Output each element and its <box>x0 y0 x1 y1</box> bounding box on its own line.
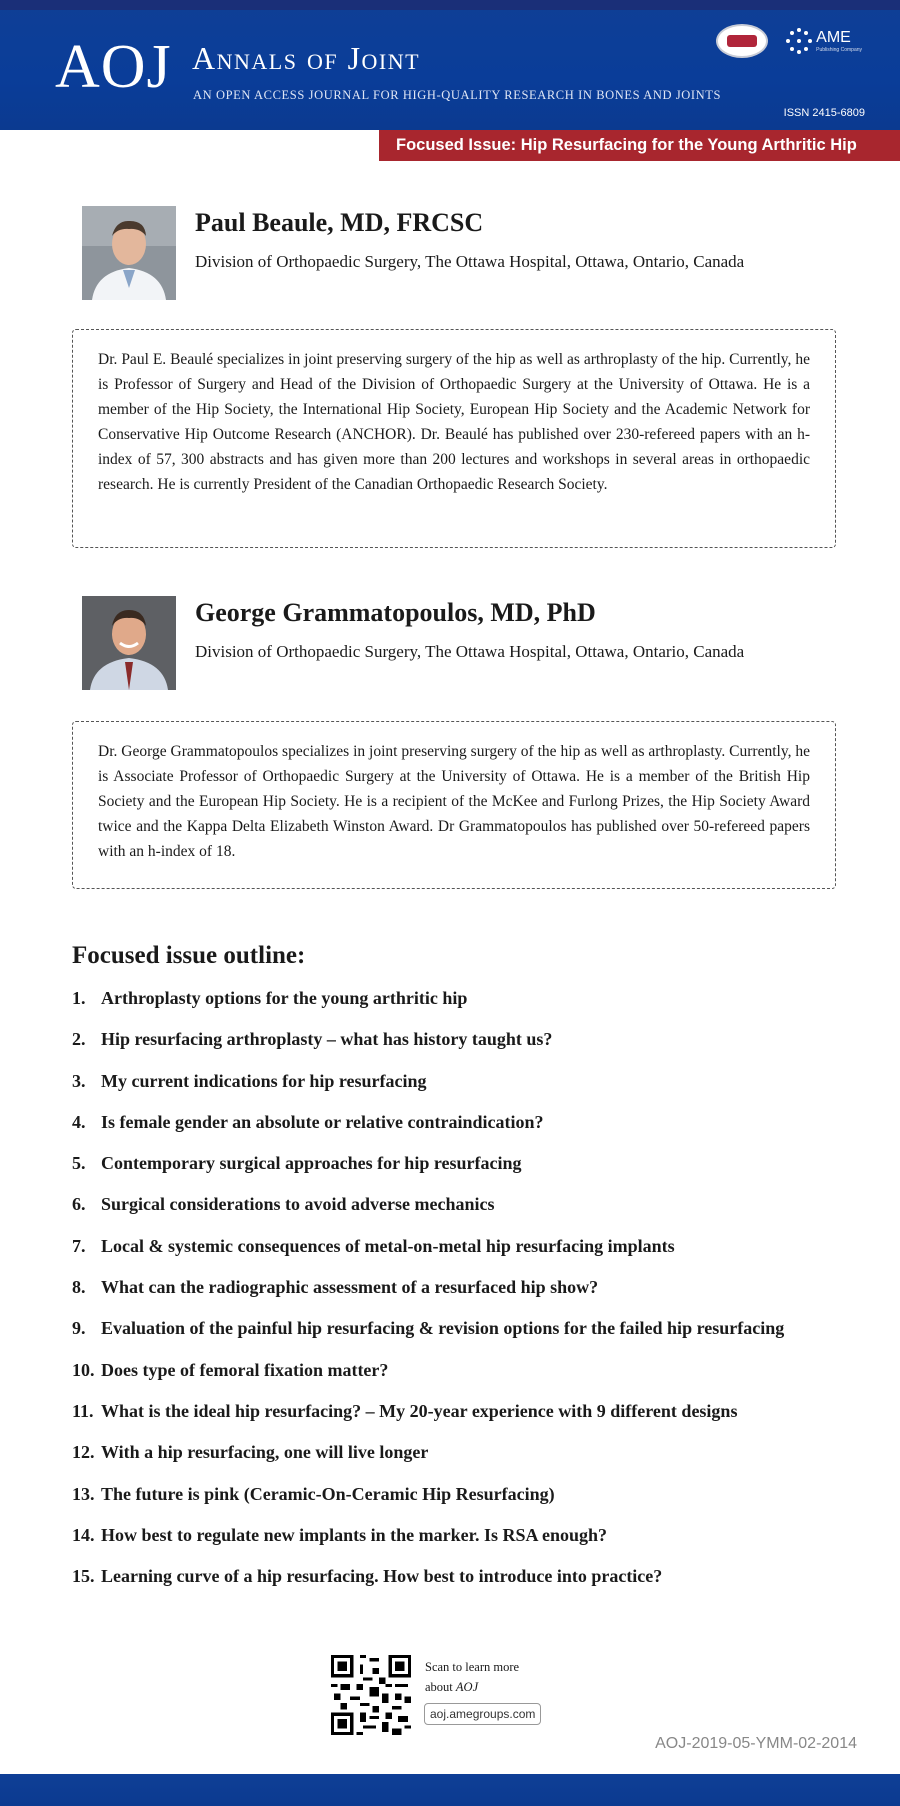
outline-item-number: 1. <box>72 988 86 1008</box>
outline-item-text: With a hip resurfacing, one will live longer <box>101 1442 429 1463</box>
header-top-band <box>0 0 900 10</box>
editor-photo <box>82 206 176 300</box>
ame-logo-subtext: Publishing Company <box>816 47 862 53</box>
issn-number: ISSN 2415-6809 <box>783 107 865 119</box>
outline-item-text: My current indications for hip resurfacing <box>101 1070 427 1091</box>
outline-item <box>72 1525 784 1566</box>
outline-item-text: Contemporary surgical approaches for hip resurfacing <box>101 1153 522 1174</box>
journal-url-link[interactable]: aoj.amegroups.com <box>424 1703 541 1725</box>
ame-logo-text: AME <box>816 29 851 46</box>
journal-header <box>0 0 900 130</box>
outline-item-text: Evaluation of the painful hip resurfacing & revision options for the failed hip resurfacing <box>101 1318 785 1339</box>
outline-item-text: Arthroplasty options for the young arthritic hip <box>101 988 468 1008</box>
outline-item-text: Hip resurfacing arthroplasty – what has history taught us? <box>101 1029 553 1050</box>
outline-title: Focused issue outline: <box>72 942 306 969</box>
outline-item-number: 12. <box>72 1442 95 1463</box>
editor-name: Paul Beaule, MD, FRCSC <box>195 208 484 237</box>
editor-affiliation: Division of Orthopaedic Surgery, The Ottawa Hospital, Ottawa, Ontario, Canada <box>195 642 745 661</box>
outline-item-number: 2. <box>72 1029 86 1050</box>
outline-item-text: Does type of femoral fixation matter? <box>101 1359 389 1380</box>
outline-item-number: 5. <box>72 1153 86 1174</box>
editor-bio-text: Dr. Paul E. Beaulé specializes in joint preserving surgery of the hip as well as arthroplasty of the hip. Currently, he is Professor of Surgery and Head of the Division of Orthopaedic Surgery at the University of Ottawa. He is a member of the Hip Society, the International Hip Society, European Hip Society and the Academic Network for Conservative Hip Outcome Research (ANCHOR). Dr. Beaulé has published over 230-refereed papers with an h-index of 57, 300 abstracts and has given more than 200 lectures and workshops in several areas in orthopaedic research. He is currently President of the Canadian Orthopaedic Research Society. <box>98 351 810 493</box>
outline-item <box>72 1360 784 1401</box>
journal-subtitle: AN OPEN ACCESS JOURNAL FOR HIGH-QUALITY RESEARCH IN BONES AND JOINTS <box>193 88 722 102</box>
outline-item-text: Surgical considerations to avoid adverse mechanics <box>101 1194 495 1215</box>
outline-item <box>72 1401 784 1442</box>
scan-caption <box>425 1657 519 1697</box>
editor-affiliation: Division of Orthopaedic Surgery, The Ottawa Hospital, Ottawa, Ontario, Canada <box>195 252 745 271</box>
outline-item-text: What is the ideal hip resurfacing? – My 20-year experience with 9 different designs <box>101 1400 738 1421</box>
ame-logo <box>786 28 862 54</box>
publisher-logos <box>716 24 862 58</box>
editor-photo <box>82 596 176 690</box>
document-id: AOJ-2019-05-YMM-02-2014 <box>655 1735 857 1752</box>
outline-item <box>72 1112 784 1153</box>
outline-item-number: 14. <box>72 1524 95 1545</box>
outline-item <box>72 988 784 1029</box>
outline-item-text: Local & systemic consequences of metal-on-metal hip resurfacing implants <box>101 1235 675 1256</box>
society-seal-icon <box>716 24 768 58</box>
scan-caption-journal: AOJ <box>455 1680 479 1694</box>
outline-item-number: 6. <box>72 1194 86 1215</box>
ame-dots-icon <box>786 28 812 54</box>
outline-item <box>72 1318 784 1359</box>
outline-item-number: 4. <box>72 1111 86 1132</box>
outline-item-number: 8. <box>72 1277 86 1298</box>
outline-item-number: 10. <box>72 1359 95 1380</box>
outline-list <box>72 988 784 1607</box>
outline-item <box>72 1194 784 1235</box>
outline-item-text: How best to regulate new implants in the marker. Is RSA enough? <box>101 1524 608 1545</box>
editor-bio-box <box>72 329 836 548</box>
outline-item-number: 7. <box>72 1235 86 1256</box>
outline-item <box>72 1029 784 1070</box>
outline-item-text: Learning curve of a hip resurfacing. How best to introduce into practice? <box>101 1566 663 1587</box>
outline-item-number: 13. <box>72 1483 95 1504</box>
journal-logo: AOJ <box>55 33 172 101</box>
outline-item <box>72 1071 784 1112</box>
qr-code-icon <box>331 1655 411 1735</box>
outline-item-number: 11. <box>72 1400 94 1421</box>
scan-caption-prefix: about <box>425 1680 456 1694</box>
editor-bio-text: Dr. George Grammatopoulos specializes in joint preserving surgery of the hip as well as arthroplasty. Currently, he is Associate Professor of Orthopaedic Surgery at the University of Ottawa. He is a member of the British Hip Society and the European Hip Society. He is a recipient of the McKee and Furlong Prizes, the Hip Society Award twice and the Kappa Delta Elizabeth Winston Award. Dr Grammatopoulos has published over 50-refereed papers with an h-index of 18. <box>98 743 810 860</box>
scan-caption-line2 <box>425 1677 519 1697</box>
outline-item-text: Is female gender an absolute or relative contraindication? <box>101 1111 544 1132</box>
editor-name: George Grammatopoulos, MD, PhD <box>195 598 596 627</box>
outline-item-number: 15. <box>72 1566 95 1587</box>
journal-title: Annals of Joint <box>192 40 421 76</box>
qr-code[interactable] <box>331 1655 411 1740</box>
outline-item <box>72 1236 784 1277</box>
footer-band <box>0 1774 900 1806</box>
outline-item <box>72 1566 784 1607</box>
outline-item-text: The future is pink (Ceramic-On-Ceramic Hip Resurfacing) <box>101 1483 555 1504</box>
outline-item <box>72 1277 784 1318</box>
outline-item-number: 9. <box>72 1318 86 1339</box>
outline-item-number: 3. <box>72 1070 86 1091</box>
outline-item <box>72 1442 784 1483</box>
outline-item <box>72 1484 784 1525</box>
focused-issue-banner: Focused Issue: Hip Resurfacing for the Young Arthritic Hip <box>379 130 900 161</box>
outline-item-text: What can the radiographic assessment of a resurfaced hip show? <box>101 1277 599 1298</box>
editor-bio-box <box>72 721 836 889</box>
scan-caption-line1: Scan to learn more <box>425 1660 520 1674</box>
outline-item <box>72 1153 784 1194</box>
